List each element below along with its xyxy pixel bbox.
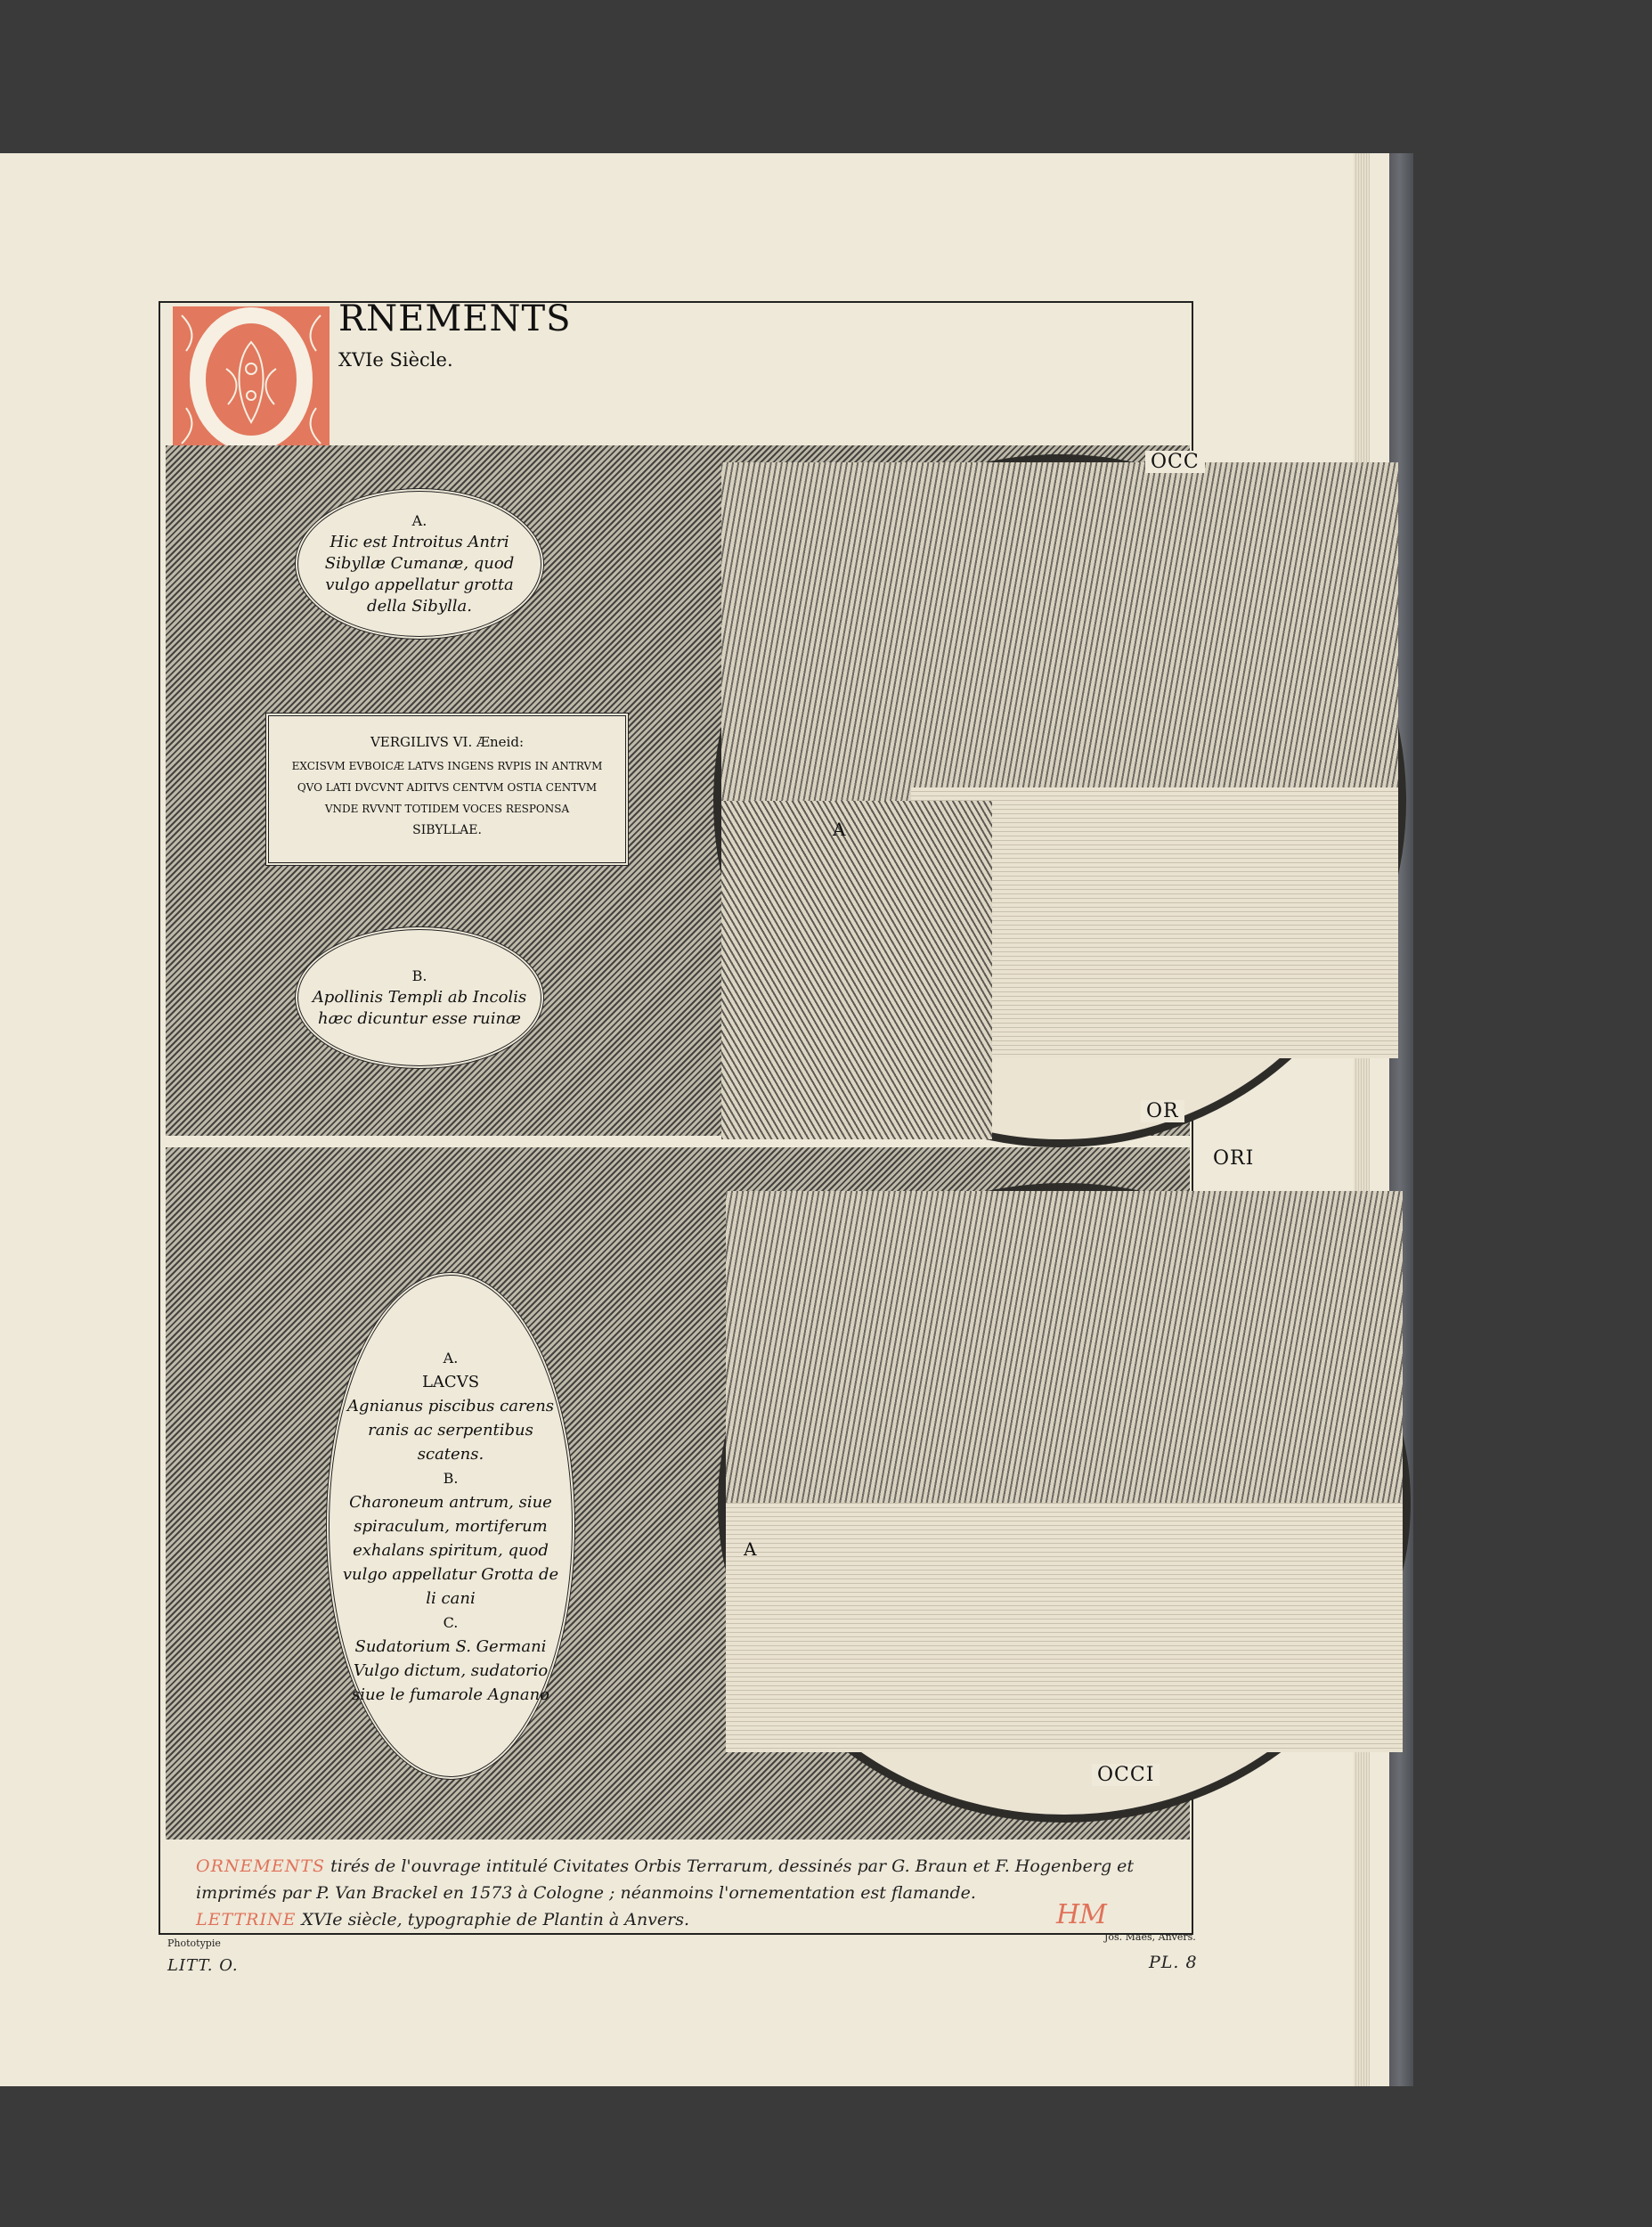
- cartouche-letter: C.: [443, 1613, 459, 1631]
- caption-ornements-label: ORNEMENTS: [196, 1856, 326, 1876]
- compass-label-occi: OCCI: [1092, 1764, 1160, 1786]
- cartouche-text: Sudatorium S. Germani Vulgo dictum, sudatorio siue le fumarole Agnano: [352, 1636, 549, 1704]
- map-letter-a: A: [833, 819, 846, 840]
- compass-label-or: OR: [1141, 1100, 1184, 1122]
- inscription-line: QVO LATI DVCVNT ADITVS CENTVM OSTIA CENTVM: [297, 781, 598, 794]
- lettrine-o: [173, 306, 330, 453]
- cartouche-text: Charoneum antrum, siue spiraculum, mortiferum exhalans spiritum, quod vulgo appellatur Grotta de li cani: [342, 1492, 559, 1608]
- cartouche-text: Apollinis Templi ab Incolis hæc dicuntur esse ruinæ: [312, 988, 527, 1028]
- cartouche-text: Hic est Introitus Antri Sibyllæ Cumanæ, quod vulgo appellatur grotta della Sibylla.: [324, 533, 515, 616]
- caption-ornements-text: tirés de l'ouvrage intitulé Civitates Orbis Terrarum, dessinés par G. Braun et F. Hogenberg et imprimés par P. Van Brackel en 1573 à Cologne ; néanmoins l'ornementation est flamande.: [196, 1856, 1135, 1903]
- plate-caption: [196, 1853, 1184, 1933]
- cumae-landscape-medallion: [713, 454, 1406, 1147]
- page-title: RNEMENTS: [338, 298, 572, 339]
- caption-lettrine: [196, 1906, 1184, 1933]
- footer-litt: LITT. O.: [167, 1956, 239, 1975]
- caption-lettrine-text: XVIe siècle, typographie de Plantin à Anvers.: [301, 1910, 690, 1929]
- compass-label-ori: ORI: [1208, 1147, 1259, 1170]
- lettrine-o-icon: [173, 306, 330, 453]
- page-subtitle: XVIe Siècle.: [338, 349, 453, 371]
- artist-monogram: HM: [1056, 1899, 1107, 1930]
- bottom-engraving-panel: [166, 1147, 1255, 1840]
- cartouche-letter: A.: [411, 512, 427, 529]
- mountains-engraving: [726, 1191, 1403, 1534]
- footer-printer: Jos. Maes, Anvers.: [1104, 1931, 1196, 1943]
- cartouche-letter: A.: [443, 1349, 459, 1366]
- footer-phototypie: Phototypie: [167, 1937, 221, 1949]
- cartouche-text: Agnianus piscibus carens ranis ac serpentibus scatens.: [346, 1396, 555, 1464]
- inscription-line: VERGILIVS VI. Æneid:: [370, 734, 525, 750]
- footer-plate-number: PL. 8: [1149, 1953, 1198, 1972]
- vergil-inscription: [265, 713, 629, 866]
- caption-ornements: [196, 1853, 1184, 1906]
- cartouche-a-sibyl: [295, 488, 544, 640]
- map-letter-a: A: [744, 1538, 757, 1560]
- compass-label-occ: OCC: [1145, 451, 1205, 473]
- lake-agnano-engraving: [726, 1503, 1403, 1752]
- cartouche-agnano: [326, 1272, 575, 1780]
- inscription-line: SIBYLLAE.: [412, 823, 482, 837]
- inscription-line: VNDE RVVNT TOTIDEM VOCES RESPONSA: [324, 803, 570, 815]
- caption-lettrine-label: LETTRINE: [196, 1910, 297, 1929]
- shore-engraving: [721, 801, 992, 1139]
- agnano-landscape-medallion: [718, 1183, 1411, 1823]
- cartouche-caps: LACVS: [421, 1372, 480, 1391]
- cartouche-letter: B.: [443, 1469, 459, 1487]
- inscription-line: EXCISVM EVBOICÆ LATVS INGENS RVPIS IN ANTRVM: [291, 760, 603, 772]
- cartouche-b-apollo: [295, 926, 544, 1069]
- hills-engraving: [721, 462, 1398, 835]
- cartouche-letter: B.: [411, 967, 427, 984]
- top-engraving-panel: [166, 445, 1200, 1136]
- page-edges: [1354, 153, 1370, 2086]
